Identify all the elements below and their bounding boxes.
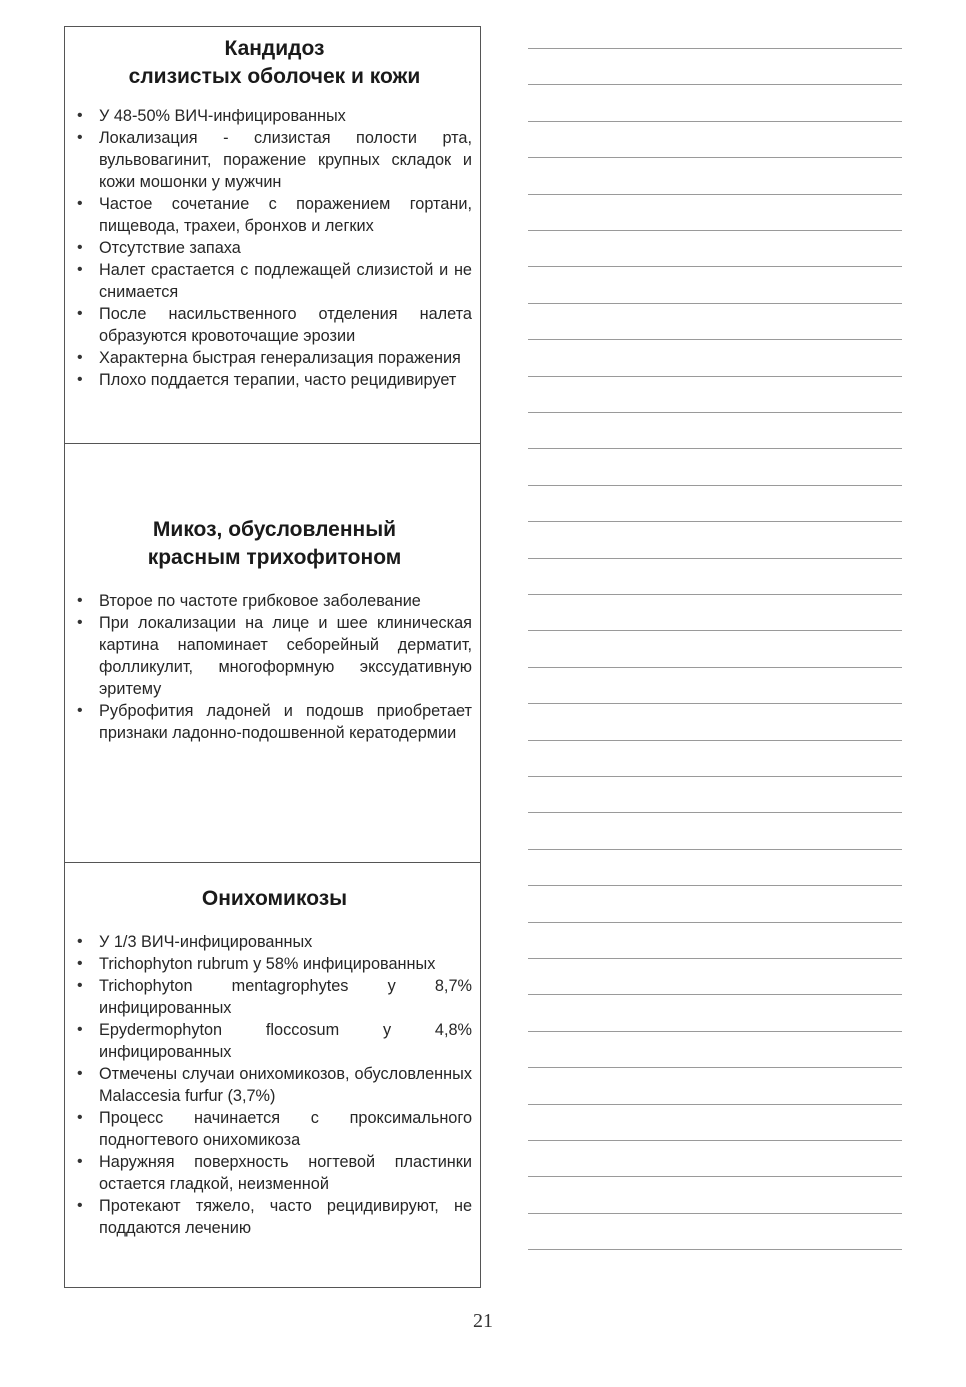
section-title <box>77 35 472 91</box>
list-item: • Epydermophyton floccosum у 4,8% инфицированных <box>77 1019 472 1063</box>
list-item: • Руброфития ладоней и подошв приобретает признаки ладонно-подошвенной кератодермии <box>77 700 472 744</box>
note-rule <box>528 703 902 704</box>
list-item: • Наружняя поверхность ногтевой пластинки остается гладкой, неизменной <box>77 1151 472 1195</box>
list-item: • Частое сочетание с поражением гортани, пищевода, трахеи, бронхов и легких <box>77 193 472 237</box>
note-rule <box>528 84 902 85</box>
list-item: • Локализация - слизистая полости рта, вульвовагинит, поражение крупных складок и кожи мошонки у мужчин <box>77 127 472 193</box>
list-item: • После насильственного отделения налета образуются кровоточащие эрозии <box>77 303 472 347</box>
note-rule <box>528 594 902 595</box>
note-rule <box>528 1176 902 1177</box>
note-rule <box>528 667 902 668</box>
note-rule <box>528 266 902 267</box>
section-trichophyton-mycosis <box>65 443 480 862</box>
list-item: • У 1/3 ВИЧ-инфицированных <box>77 931 472 953</box>
note-rule <box>528 521 902 522</box>
page-number: 21 <box>473 1310 493 1332</box>
note-rule <box>528 448 902 449</box>
note-rule <box>528 339 902 340</box>
list-item: • При локализации на лице и шее клиническая картина напоминает себорейный дерматит, фолликулит, многоформную экссудативную эритему <box>77 612 472 700</box>
section-title <box>77 885 472 913</box>
section-onychomycosis <box>65 862 480 1287</box>
note-rule <box>528 121 902 122</box>
bullet-list <box>77 931 472 1239</box>
list-item: • Протекают тяжело, часто рецидивируют, не поддаются лечению <box>77 1195 472 1239</box>
section-title-line: Микоз, обусловленный <box>152 518 397 541</box>
note-lines <box>528 0 902 1300</box>
list-item: • Характерна быстрая генерализация поражения <box>77 347 472 369</box>
note-rule <box>528 849 902 850</box>
note-rule <box>528 1249 902 1250</box>
section-title-line: красным трихофитоном <box>147 546 402 569</box>
note-rule <box>528 1031 902 1032</box>
list-item: • Второе по частоте грибковое заболевание <box>77 590 472 612</box>
content-table <box>64 26 481 1288</box>
note-rule <box>528 1213 902 1214</box>
list-item: • Налет срастается с подлежащей слизистой и не снимается <box>77 259 472 303</box>
note-rule <box>528 958 902 959</box>
list-item: • Trichophyton mentagrophytes у 8,7% инфицированных <box>77 975 472 1019</box>
list-item: • Процесс начинается с проксимального подногтевого онихомикоза <box>77 1107 472 1151</box>
note-rule <box>528 1140 902 1141</box>
bullet-list <box>77 590 472 744</box>
list-item: • Отсутствие запаха <box>77 237 472 259</box>
note-rule <box>528 1067 902 1068</box>
note-rule <box>528 812 902 813</box>
note-rule <box>528 230 902 231</box>
note-rule <box>528 994 902 995</box>
list-item: • Отмечены случаи онихомикозов, обусловленных Malaccesia furfur (3,7%) <box>77 1063 472 1107</box>
note-rule <box>528 157 902 158</box>
note-rule <box>528 558 902 559</box>
note-rule <box>528 194 902 195</box>
note-rule <box>528 485 902 486</box>
list-item: • Плохо поддается терапии, часто рецидивирует <box>77 369 472 391</box>
section-candidiasis <box>65 27 480 443</box>
section-title-line: Кандидоз <box>224 37 325 60</box>
bullet-list <box>77 105 472 391</box>
note-rule <box>528 922 902 923</box>
section-title-line: Онихомикозы <box>201 887 348 910</box>
note-rule <box>528 48 902 49</box>
list-item: • Trichophyton rubrum у 58% инфицированных <box>77 953 472 975</box>
note-rule <box>528 776 902 777</box>
section-title-line: слизистых оболочек и кожи <box>128 65 421 88</box>
note-rule <box>528 740 902 741</box>
list-item: • У 48-50% ВИЧ-инфицированных <box>77 105 472 127</box>
note-rule <box>528 412 902 413</box>
note-rule <box>528 630 902 631</box>
section-title <box>77 516 472 572</box>
note-rule <box>528 376 902 377</box>
note-rule <box>528 885 902 886</box>
note-rule <box>528 1104 902 1105</box>
note-rule <box>528 303 902 304</box>
